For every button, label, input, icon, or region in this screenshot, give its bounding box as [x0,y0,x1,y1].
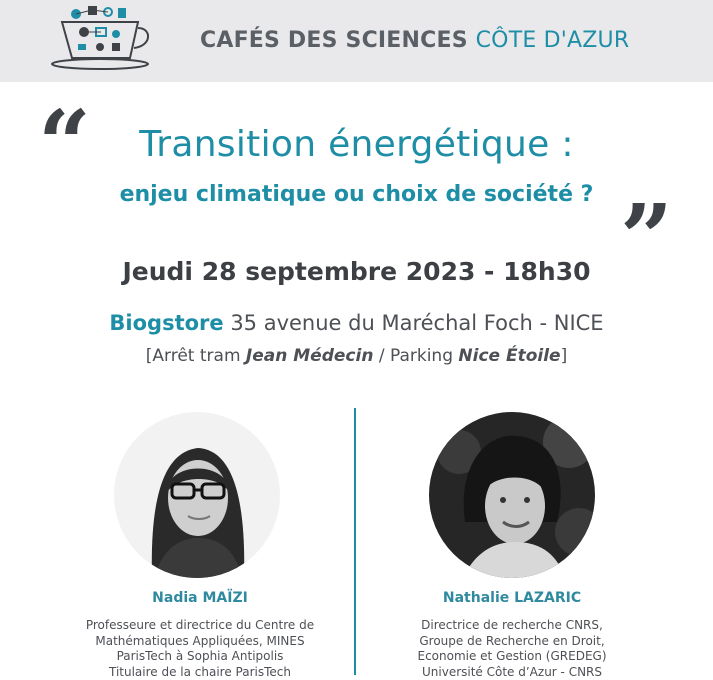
role-line: Université Côte d’Azur - CNRS [362,665,662,680]
access-separator: / Parking [373,346,458,366]
access-suffix: ] [561,346,568,366]
event-venue [0,311,713,335]
role-line: Directrice de recherche CNRS, [362,618,662,634]
role-line: Economie et Gestion (GREDEG) [362,649,662,665]
event-title: Transition énergétique : [0,124,713,165]
parking-name: Nice Étoile [458,346,560,366]
header-title-main: CAFÉS DES SCIENCES [200,28,468,53]
role-line: ParisTech à Sophia Antipolis [50,649,350,665]
speaker-role [362,618,662,680]
venue-name: Biogstore [109,311,223,335]
venue-address: 35 avenue du Maréchal Foch - NICE [224,311,604,335]
role-line: Groupe de Recherche en Droit, [362,634,662,650]
role-line: Titulaire de la chaire ParisTech [50,665,350,680]
header-title-accent: CÔTE D'AZUR [476,28,630,53]
header-title [200,28,629,53]
speaker-name: Nathalie LAZARIC [362,590,662,606]
access-prefix: [Arrêt tram [146,346,246,366]
access-info [0,346,713,366]
open-quote-mark: “ [38,98,91,190]
speaker-photo-nadia [114,412,280,578]
tram-stop: Jean Médecin [246,346,374,366]
coffee-cup-science-icon [48,2,160,72]
speaker-divider [354,408,356,675]
header-banner [0,0,713,82]
close-quote-mark: ” [620,192,673,284]
role-line: Professeure et directrice du Centre de [50,618,350,634]
speaker-name: Nadia MAÏZI [50,590,350,606]
role-line: Mathématiques Appliquées, MINES [50,634,350,650]
speaker-photo-nathalie [429,412,595,578]
speaker-role [50,618,350,680]
portrait-icon [114,412,280,578]
event-date: Jeudi 28 septembre 2023 - 18h30 [0,257,713,286]
portrait-icon [429,412,595,578]
event-subtitle: enjeu climatique ou choix de société ? [0,182,713,207]
